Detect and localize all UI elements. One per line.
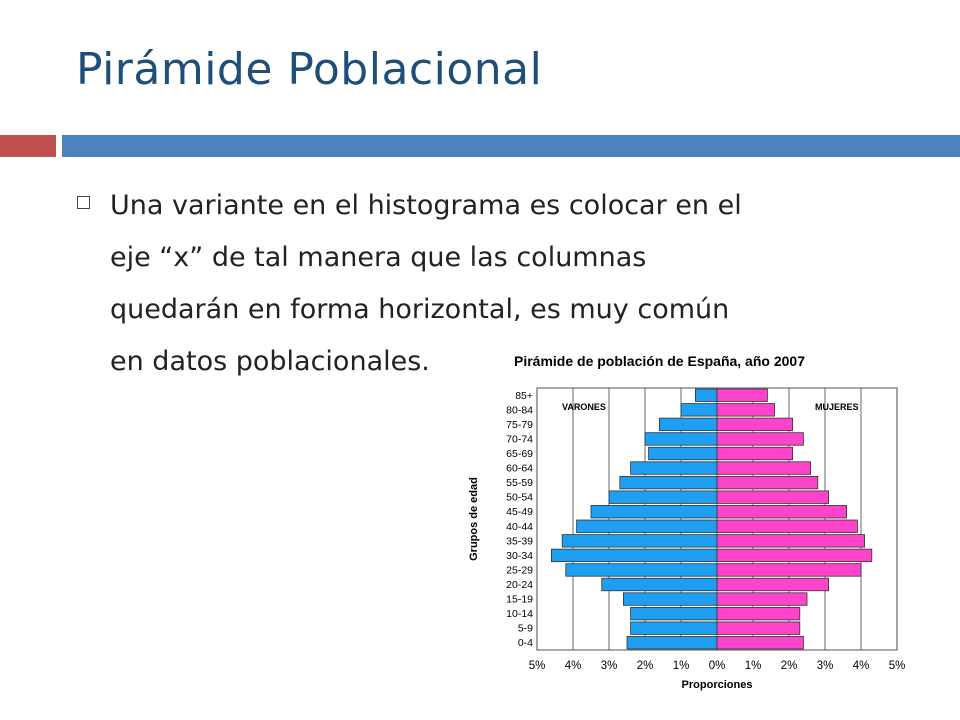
bar-mujeres (717, 622, 800, 635)
y-tick-label: 70-74 (506, 433, 533, 446)
bar-varones (566, 564, 717, 577)
bar-varones (681, 404, 717, 417)
bar-varones (695, 389, 717, 402)
bar-mujeres (717, 418, 793, 431)
bar-mujeres (717, 520, 857, 533)
bar-varones (551, 549, 717, 562)
bar-varones (631, 622, 717, 635)
title-rule-accent (0, 135, 56, 157)
bar-mujeres (717, 549, 872, 562)
x-axis-title: Proporciones (681, 679, 753, 691)
bar-varones (649, 447, 717, 460)
x-tick-label: 4% (564, 660, 582, 672)
y-tick-label: 75-79 (506, 418, 533, 431)
bar-mujeres (717, 404, 775, 417)
x-tick-label: 1% (744, 660, 762, 672)
series-label-varones: VARONES (562, 402, 606, 412)
x-tick-label: 2% (780, 660, 798, 672)
bar-varones (627, 636, 717, 649)
bar-varones (659, 418, 717, 431)
y-tick-label: 50-54 (506, 491, 533, 504)
bar-mujeres (717, 607, 800, 620)
y-tick-label: 80-84 (506, 404, 533, 417)
bar-varones (620, 476, 717, 489)
x-tick-label: 4% (852, 660, 870, 672)
bullet-text-line: eje “x” de tal manera que las columnas (110, 242, 647, 273)
population-pyramid-chart (460, 350, 906, 700)
y-tick-label: 65-69 (506, 448, 533, 460)
bar-mujeres (717, 593, 807, 606)
bar-mujeres (717, 578, 829, 591)
x-tick-label: 5% (888, 660, 906, 672)
y-axis-title: Grupos de edad (468, 477, 480, 561)
bar-mujeres (717, 636, 803, 649)
chart-title: Pirámide de población de España, año 2007 (514, 353, 805, 369)
bar-varones (609, 491, 717, 504)
x-tick-label: 0% (708, 660, 726, 672)
bar-mujeres (717, 505, 847, 518)
x-tick-label: 3% (600, 660, 618, 672)
bar-mujeres (717, 433, 803, 446)
bullet-text-line: en datos poblacionales. (110, 346, 430, 377)
bar-varones (623, 593, 717, 606)
x-tick-label: 3% (816, 660, 834, 672)
series-label-mujeres: MUJERES (815, 402, 859, 412)
bar-mujeres (717, 491, 829, 504)
bar-varones (577, 520, 717, 533)
slide-title: Pirámide Poblacional (76, 44, 543, 95)
bar-mujeres (717, 389, 767, 402)
y-tick-label: 55-59 (506, 477, 533, 490)
y-tick-label: 25-29 (506, 564, 533, 577)
bullet-square-icon (77, 196, 90, 209)
y-tick-label: 45-49 (506, 506, 533, 519)
x-tick-label: 2% (636, 660, 654, 672)
y-tick-label: 85+ (515, 389, 533, 402)
bar-mujeres (717, 462, 811, 475)
x-tick-label: 1% (672, 660, 690, 672)
bar-varones (562, 535, 717, 548)
y-tick-label: 30-34 (506, 549, 533, 562)
bullet-text-line: quedarán en forma horizontal, es muy común (110, 294, 730, 325)
y-tick-label: 10-14 (506, 608, 533, 621)
y-tick-label: 35-39 (506, 535, 533, 548)
y-tick-label: 0-4 (517, 637, 533, 650)
bar-mujeres (717, 476, 818, 489)
y-tick-label: 20-24 (506, 579, 533, 591)
bar-varones (631, 607, 717, 620)
y-tick-label: 5-9 (517, 622, 533, 635)
bar-varones (645, 433, 717, 446)
x-tick-label: 5% (528, 660, 546, 672)
y-tick-label: 40-44 (506, 520, 533, 533)
y-tick-label: 15-19 (506, 593, 533, 606)
title-rule-bar (62, 135, 960, 157)
bar-varones (602, 578, 717, 591)
bar-varones (591, 505, 717, 518)
y-tick-label: 60-64 (506, 462, 533, 475)
bullet-text-line: Una variante en el histograma es colocar en el (110, 190, 742, 221)
bar-mujeres (717, 564, 861, 577)
bar-varones (631, 462, 717, 475)
bar-mujeres (717, 447, 793, 460)
bar-mujeres (717, 535, 865, 548)
